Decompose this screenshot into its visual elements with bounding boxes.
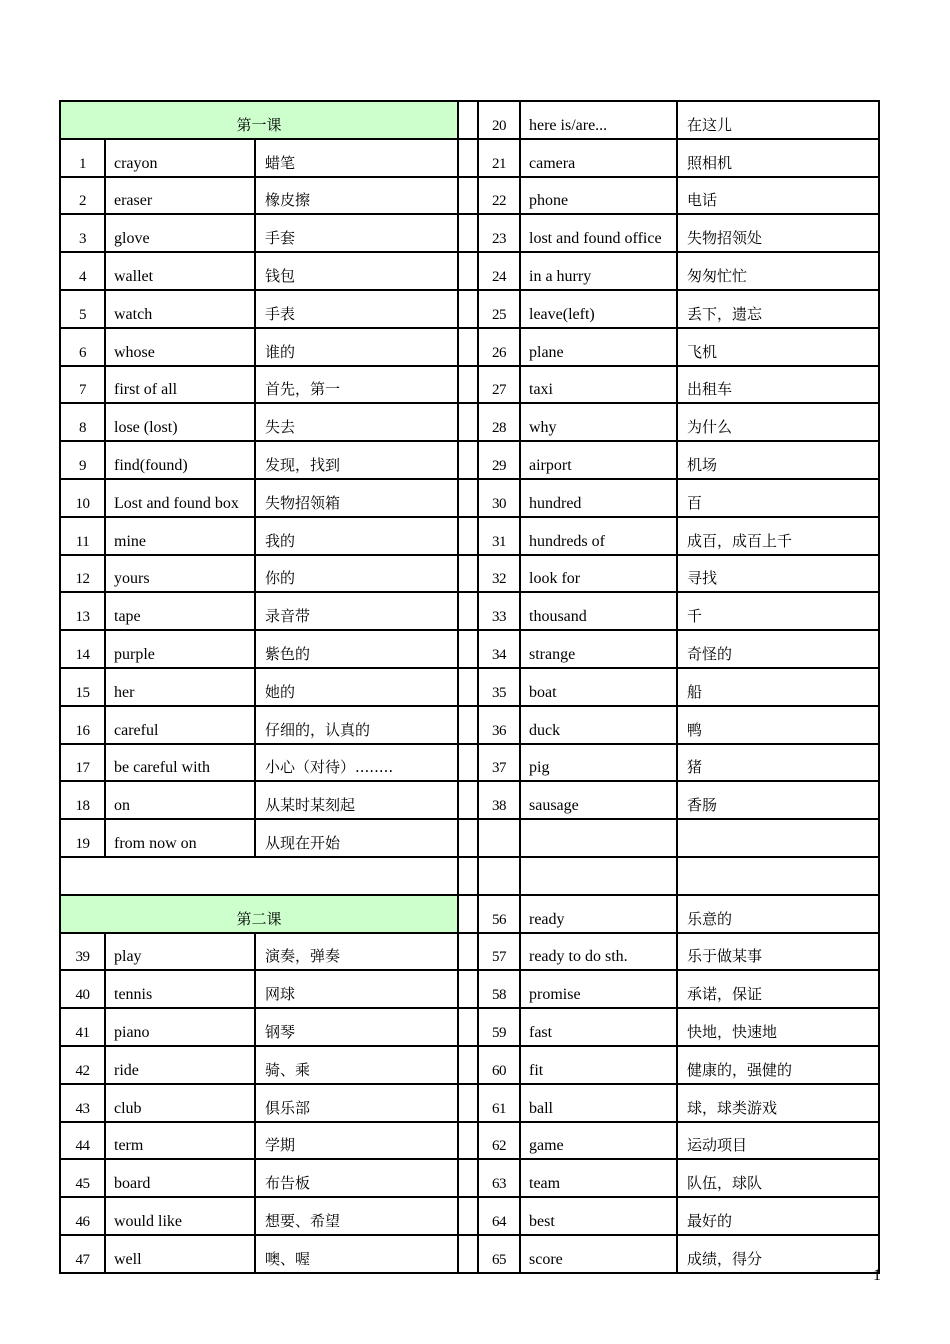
left-entry-english: tape	[105, 592, 255, 630]
left-entry-chinese: 俱乐部	[255, 1084, 458, 1122]
left-entry-number: 46	[60, 1197, 105, 1235]
left-entry-number: 43	[60, 1084, 105, 1122]
right-entry-number: 62	[478, 1122, 520, 1160]
left-entry-english: find(found)	[105, 441, 255, 479]
left-entry-number: 18	[60, 781, 105, 819]
table-row	[60, 744, 879, 782]
right-entry-english: strange	[520, 630, 677, 668]
spacer-column	[458, 555, 478, 593]
left-entry-english: crayon	[105, 139, 255, 177]
table-row	[60, 1084, 879, 1122]
right-entry-number: 58	[478, 970, 520, 1008]
left-entry-english: ride	[105, 1046, 255, 1084]
left-entry-chinese: 钢琴	[255, 1008, 458, 1046]
spacer-column	[458, 328, 478, 366]
right-entry-chinese: 鸭	[677, 706, 879, 744]
spacer-column	[458, 630, 478, 668]
right-entry-number: 59	[478, 1008, 520, 1046]
left-entry-number: 3	[60, 214, 105, 252]
left-entry-chinese: 录音带	[255, 592, 458, 630]
left-entry-english: would like	[105, 1197, 255, 1235]
spacer-column	[458, 177, 478, 215]
table-row	[60, 177, 879, 215]
left-entry-english: club	[105, 1084, 255, 1122]
spacer-column	[458, 857, 478, 895]
right-entry-number: 32	[478, 555, 520, 593]
table-row	[60, 668, 879, 706]
left-entry-english: be careful with	[105, 744, 255, 782]
left-entry-number: 11	[60, 517, 105, 555]
right-entry-number: 21	[478, 139, 520, 177]
right-entry-english: boat	[520, 668, 677, 706]
right-entry-chinese: 队伍，球队	[677, 1159, 879, 1197]
left-entry-number: 10	[60, 479, 105, 517]
left-entry-english: tennis	[105, 970, 255, 1008]
right-entry-chinese: 寻找	[677, 555, 879, 593]
spacer-column	[458, 592, 478, 630]
left-entry-chinese: 失物招领箱	[255, 479, 458, 517]
right-entry-english: look for	[520, 555, 677, 593]
right-entry-chinese: 百	[677, 479, 879, 517]
right-entry-english: phone	[520, 177, 677, 215]
right-entry-english: fast	[520, 1008, 677, 1046]
right-entry-english: lost and found office	[520, 214, 677, 252]
right-entry-chinese: 快地，快速地	[677, 1008, 879, 1046]
spacer-column	[458, 895, 478, 933]
separator-cell	[520, 857, 677, 895]
spacer-column	[458, 706, 478, 744]
table-row	[60, 517, 879, 555]
left-entry-english: glove	[105, 214, 255, 252]
table-row	[60, 139, 879, 177]
left-entry-english: yours	[105, 555, 255, 593]
left-entry-number: 47	[60, 1235, 105, 1273]
right-entry-number: 56	[478, 895, 520, 933]
right-entry-chinese: 球，球类游戏	[677, 1084, 879, 1122]
right-entry-chinese: 照相机	[677, 139, 879, 177]
left-entry-chinese: 从某时某刻起	[255, 781, 458, 819]
left-entry-number: 13	[60, 592, 105, 630]
spacer-column	[458, 139, 478, 177]
left-entry-english: term	[105, 1122, 255, 1160]
separator-cell	[478, 857, 520, 895]
right-entry-chinese: 香肠	[677, 781, 879, 819]
right-entry-chinese: 匆匆忙忙	[677, 252, 879, 290]
spacer-column	[458, 1084, 478, 1122]
right-entry-number: 29	[478, 441, 520, 479]
left-entry-chinese: 手表	[255, 290, 458, 328]
left-entry-chinese: 橡皮擦	[255, 177, 458, 215]
left-entry-chinese: 首先，第一	[255, 366, 458, 404]
left-entry-number: 14	[60, 630, 105, 668]
spacer-column	[458, 1197, 478, 1235]
right-entry-number: 34	[478, 630, 520, 668]
right-empty-cell	[677, 819, 879, 857]
spacer-column	[458, 933, 478, 971]
spacer-column	[458, 441, 478, 479]
right-entry-chinese: 船	[677, 668, 879, 706]
left-entry-chinese: 布告板	[255, 1159, 458, 1197]
left-entry-chinese: 紫色的	[255, 630, 458, 668]
right-entry-chinese: 猪	[677, 744, 879, 782]
left-entry-number: 7	[60, 366, 105, 404]
table-row	[60, 1008, 879, 1046]
spacer-column	[458, 517, 478, 555]
left-entry-english: play	[105, 933, 255, 971]
right-entry-number: 30	[478, 479, 520, 517]
right-entry-number: 60	[478, 1046, 520, 1084]
spacer-column	[458, 214, 478, 252]
right-entry-number: 64	[478, 1197, 520, 1235]
left-entry-number: 6	[60, 328, 105, 366]
right-entry-english: ready	[520, 895, 677, 933]
left-entry-chinese: 网球	[255, 970, 458, 1008]
right-entry-english: leave(left)	[520, 290, 677, 328]
right-entry-chinese: 出租车	[677, 366, 879, 404]
table-row	[60, 101, 879, 139]
right-entry-number: 35	[478, 668, 520, 706]
right-entry-number: 57	[478, 933, 520, 971]
vocabulary-table	[59, 100, 880, 1274]
lesson-title: 第二课	[60, 895, 458, 933]
spacer-column	[458, 101, 478, 139]
left-entry-number: 41	[60, 1008, 105, 1046]
right-entry-english: in a hurry	[520, 252, 677, 290]
left-entry-chinese: 钱包	[255, 252, 458, 290]
right-entry-chinese: 飞机	[677, 328, 879, 366]
table-row	[60, 933, 879, 971]
left-entry-number: 8	[60, 403, 105, 441]
spacer-column	[458, 366, 478, 404]
right-entry-chinese: 千	[677, 592, 879, 630]
left-entry-english: mine	[105, 517, 255, 555]
left-entry-english: watch	[105, 290, 255, 328]
right-entry-english: game	[520, 1122, 677, 1160]
spacer-column	[458, 403, 478, 441]
left-entry-number: 5	[60, 290, 105, 328]
spacer-column	[458, 1159, 478, 1197]
right-empty-cell	[478, 819, 520, 857]
left-entry-chinese: 你的	[255, 555, 458, 593]
right-entry-chinese: 电话	[677, 177, 879, 215]
spacer-column	[458, 479, 478, 517]
right-entry-english: score	[520, 1235, 677, 1273]
spacer-column	[458, 290, 478, 328]
left-entry-number: 19	[60, 819, 105, 857]
left-entry-number: 17	[60, 744, 105, 782]
left-entry-number: 4	[60, 252, 105, 290]
left-entry-english: on	[105, 781, 255, 819]
left-entry-number: 42	[60, 1046, 105, 1084]
spacer-column	[458, 744, 478, 782]
spacer-column	[458, 819, 478, 857]
table-row	[60, 441, 879, 479]
left-entry-english: board	[105, 1159, 255, 1197]
right-entry-english: best	[520, 1197, 677, 1235]
vocabulary-table-body	[60, 101, 879, 1273]
left-entry-english: eraser	[105, 177, 255, 215]
spacer-column	[458, 970, 478, 1008]
table-row	[60, 1197, 879, 1235]
right-entry-english: camera	[520, 139, 677, 177]
left-entry-chinese: 学期	[255, 1122, 458, 1160]
left-entry-chinese: 蜡笔	[255, 139, 458, 177]
table-row	[60, 781, 879, 819]
right-entry-chinese: 最好的	[677, 1197, 879, 1235]
right-entry-english: plane	[520, 328, 677, 366]
table-row	[60, 630, 879, 668]
right-entry-english: pig	[520, 744, 677, 782]
right-entry-number: 37	[478, 744, 520, 782]
left-entry-chinese: 想要、希望	[255, 1197, 458, 1235]
left-entry-english: purple	[105, 630, 255, 668]
separator-cell	[677, 857, 879, 895]
left-entry-english: piano	[105, 1008, 255, 1046]
right-entry-chinese: 健康的，强健的	[677, 1046, 879, 1084]
table-row	[60, 1235, 879, 1273]
right-entry-english: fit	[520, 1046, 677, 1084]
right-entry-chinese: 失物招领处	[677, 214, 879, 252]
right-entry-english: ball	[520, 1084, 677, 1122]
right-entry-number: 20	[478, 101, 520, 139]
spacer-column	[458, 1235, 478, 1273]
table-row	[60, 970, 879, 1008]
right-entry-number: 27	[478, 366, 520, 404]
right-empty-cell	[520, 819, 677, 857]
right-entry-english: why	[520, 403, 677, 441]
spacer-column	[458, 781, 478, 819]
left-entry-chinese: 仔细的，认真的	[255, 706, 458, 744]
left-entry-english: first of all	[105, 366, 255, 404]
right-entry-number: 23	[478, 214, 520, 252]
right-entry-number: 63	[478, 1159, 520, 1197]
table-row	[60, 1159, 879, 1197]
left-entry-english: well	[105, 1235, 255, 1273]
right-entry-chinese: 成百，成百上千	[677, 517, 879, 555]
table-row	[60, 819, 879, 857]
right-entry-english: sausage	[520, 781, 677, 819]
right-entry-chinese: 机场	[677, 441, 879, 479]
left-entry-number: 39	[60, 933, 105, 971]
right-entry-chinese: 成绩，得分	[677, 1235, 879, 1273]
table-row	[60, 366, 879, 404]
right-entry-chinese: 为什么	[677, 403, 879, 441]
right-entry-chinese: 承诺，保证	[677, 970, 879, 1008]
left-entry-number: 1	[60, 139, 105, 177]
right-entry-number: 26	[478, 328, 520, 366]
table-row	[60, 328, 879, 366]
left-entry-english: lose (lost)	[105, 403, 255, 441]
spacer-column	[458, 1008, 478, 1046]
right-entry-number: 25	[478, 290, 520, 328]
right-entry-number: 65	[478, 1235, 520, 1273]
left-entry-english: Lost and found box	[105, 479, 255, 517]
right-entry-chinese: 运动项目	[677, 1122, 879, 1160]
left-entry-chinese: 失去	[255, 403, 458, 441]
right-entry-english: hundred	[520, 479, 677, 517]
table-row	[60, 214, 879, 252]
right-entry-english: ready to do sth.	[520, 933, 677, 971]
spacer-column	[458, 1122, 478, 1160]
left-entry-number: 12	[60, 555, 105, 593]
right-entry-english: promise	[520, 970, 677, 1008]
left-entry-english: careful	[105, 706, 255, 744]
page-number: 1	[873, 1267, 881, 1284]
table-row	[60, 403, 879, 441]
spacer-column	[458, 1046, 478, 1084]
right-entry-chinese: 丢下，遗忘	[677, 290, 879, 328]
right-entry-number: 61	[478, 1084, 520, 1122]
right-entry-number: 31	[478, 517, 520, 555]
lesson-title: 第一课	[60, 101, 458, 139]
table-row	[60, 555, 879, 593]
left-entry-english: from now on	[105, 819, 255, 857]
right-entry-number: 33	[478, 592, 520, 630]
table-row	[60, 290, 879, 328]
right-entry-english: thousand	[520, 592, 677, 630]
left-entry-number: 2	[60, 177, 105, 215]
left-entry-number: 40	[60, 970, 105, 1008]
right-entry-english: here is/are...	[520, 101, 677, 139]
left-entry-english: her	[105, 668, 255, 706]
left-entry-chinese: 她的	[255, 668, 458, 706]
right-entry-chinese: 乐意的	[677, 895, 879, 933]
left-entry-english: wallet	[105, 252, 255, 290]
right-entry-english: team	[520, 1159, 677, 1197]
separator-cell	[60, 857, 458, 895]
left-entry-chinese: 演奏，弹奏	[255, 933, 458, 971]
left-entry-chinese: 噢、喔	[255, 1235, 458, 1273]
table-row	[60, 592, 879, 630]
right-entry-number: 28	[478, 403, 520, 441]
left-entry-number: 16	[60, 706, 105, 744]
left-entry-english: whose	[105, 328, 255, 366]
left-entry-chinese: 发现，找到	[255, 441, 458, 479]
left-entry-chinese: 手套	[255, 214, 458, 252]
right-entry-number: 24	[478, 252, 520, 290]
left-entry-chinese: 小心（对待）........	[255, 744, 458, 782]
spacer-column	[458, 668, 478, 706]
right-entry-english: duck	[520, 706, 677, 744]
separator-row	[60, 857, 879, 895]
left-entry-number: 45	[60, 1159, 105, 1197]
left-entry-number: 15	[60, 668, 105, 706]
right-entry-english: taxi	[520, 366, 677, 404]
table-row	[60, 706, 879, 744]
table-row	[60, 479, 879, 517]
left-entry-number: 9	[60, 441, 105, 479]
right-entry-english: airport	[520, 441, 677, 479]
right-entry-number: 38	[478, 781, 520, 819]
right-entry-number: 36	[478, 706, 520, 744]
table-row	[60, 252, 879, 290]
right-entry-number: 22	[478, 177, 520, 215]
left-entry-chinese: 骑、乘	[255, 1046, 458, 1084]
left-entry-chinese: 我的	[255, 517, 458, 555]
right-entry-english: hundreds of	[520, 517, 677, 555]
left-entry-chinese: 谁的	[255, 328, 458, 366]
spacer-column	[458, 252, 478, 290]
table-row	[60, 1046, 879, 1084]
right-entry-chinese: 乐于做某事	[677, 933, 879, 971]
table-row	[60, 895, 879, 933]
left-entry-chinese: 从现在开始	[255, 819, 458, 857]
left-entry-number: 44	[60, 1122, 105, 1160]
right-entry-chinese: 奇怪的	[677, 630, 879, 668]
table-row	[60, 1122, 879, 1160]
right-entry-chinese: 在这儿	[677, 101, 879, 139]
